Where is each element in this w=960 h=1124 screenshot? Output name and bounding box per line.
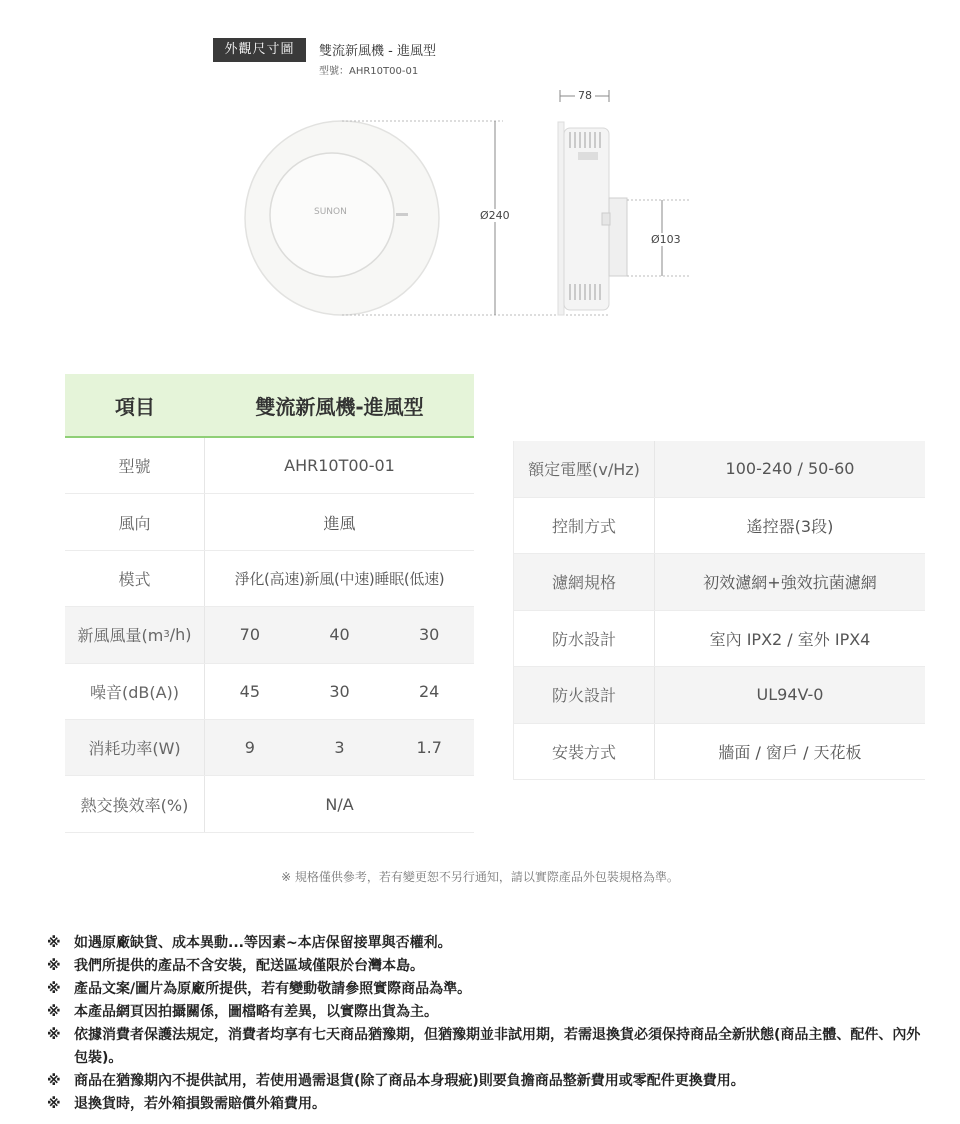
row-value-low: 1.7 [416, 738, 442, 758]
row-label: 消耗功率(W) [65, 720, 205, 775]
list-item [47, 1093, 927, 1116]
note-text: 我們所提供的產品不含安裝，配送區域僅限於台灣本島。 [74, 958, 424, 974]
row-value: 初效濾網+強效抗菌濾網 [703, 573, 877, 593]
row-value: 室內 IPX2 / 室外 IPX4 [709, 629, 871, 649]
header-product: 雙流新風機-進風型 [255, 394, 424, 419]
note-mark: ※ [47, 1027, 61, 1043]
note-mark: ※ [47, 981, 61, 997]
status-led [396, 213, 408, 216]
table-header [65, 374, 474, 438]
table-row-direction [65, 494, 474, 550]
list-item [47, 955, 927, 978]
list-item [47, 1070, 927, 1093]
row-value-mid: 3 [334, 738, 345, 758]
row-value: UL94V-0 [756, 685, 824, 705]
dimension-width-label: 78 [575, 89, 595, 102]
table-row-fireproof [514, 667, 925, 724]
note-text: 退換貨時，若外箱損毀需賠償外箱費用。 [74, 1096, 326, 1112]
brand-logo: SUNON [314, 207, 347, 217]
note-mark: ※ [47, 1073, 61, 1089]
table-row-model [65, 438, 474, 494]
spec-table-left [65, 374, 474, 833]
row-value-low: 24 [419, 681, 440, 701]
row-value-high: 45 [239, 681, 261, 701]
unit-side-flange [558, 122, 564, 315]
note-text: 產品文案/圖片為原廠所提供，若有變動敬請參照實際商品為準。 [74, 981, 472, 997]
row-label: 模式 [65, 551, 205, 606]
note-mark: ※ [47, 958, 61, 974]
table-row-airflow [65, 607, 474, 663]
row-label: 熱交換效率(%) [65, 776, 205, 831]
spec-table-right [513, 441, 925, 780]
product-title: 雙流新風機 - 進風型 [319, 44, 436, 59]
note-text: 本產品網頁因拍攝關係，圖檔略有差異，以實際出貨為主。 [74, 1004, 438, 1020]
table-row-control [514, 498, 925, 555]
row-label: 風向 [65, 494, 205, 549]
row-value: N/A [325, 794, 354, 814]
row-value: AHR10T00-01 [284, 456, 395, 476]
note-text: 如遇原廠缺貨、成本異動...等因素~本店保留接單與否權利。 [74, 935, 452, 951]
note-mark: ※ [47, 1096, 61, 1112]
row-value: 100-240 / 50-60 [725, 459, 855, 479]
row-value: 牆面 / 窗戶 / 天花板 [718, 742, 862, 762]
table-row-voltage [514, 441, 925, 498]
row-label: 噪音(dB(A)) [65, 664, 205, 719]
row-value-mid: 40 [329, 625, 350, 645]
list-item [47, 1001, 927, 1024]
table-row-efficiency [65, 776, 474, 832]
list-item [47, 932, 927, 955]
duct-collar [609, 198, 627, 276]
note-mark: ※ [47, 935, 61, 951]
note-mark: ※ [47, 1004, 61, 1020]
table-row-power [65, 720, 474, 776]
row-label: 濾網規格 [514, 554, 655, 610]
product-diagram [220, 80, 700, 320]
row-label: 防水設計 [514, 611, 655, 667]
table-row-noise [65, 664, 474, 720]
row-value-high: 70 [239, 625, 261, 645]
row-label: 防火設計 [514, 667, 655, 723]
row-label: 控制方式 [514, 498, 655, 554]
row-value-mid: 30 [329, 681, 350, 701]
row-value: 淨化(高速)新風(中速)睡眠(低速) [234, 569, 445, 588]
dimension-diameter-label: Ø240 [477, 209, 513, 222]
notice-list [47, 932, 927, 1116]
note-text: 依據消費者保護法規定，消費者均享有七天商品猶豫期，但猶豫期並非試用期，若需退換貨必須保持商品全新狀態(商品主體、配件、內外包裝)。 [74, 1027, 921, 1066]
row-value: 進風 [323, 513, 356, 533]
table-row-waterproof [514, 611, 925, 668]
table-row-installation [514, 724, 925, 781]
list-item [47, 1024, 927, 1070]
dimension-badge: 外觀尺寸圖 [213, 38, 306, 62]
row-value-high: 9 [244, 738, 255, 758]
row-label: 額定電壓(v/Hz) [514, 441, 655, 497]
row-label: 型號 [65, 438, 205, 493]
table-row-filter [514, 554, 925, 611]
dimension-duct-label: Ø103 [648, 233, 684, 246]
table-row-mode [65, 551, 474, 607]
header-item: 項目 [115, 394, 155, 419]
note-text: 商品在猶豫期內不提供試用，若使用過需退貨(除了商品本身瑕疵)則要負擔商品整新費用或零配件更換費用。 [74, 1073, 745, 1089]
product-model: 型號：AHR10T00-01 [319, 66, 419, 77]
row-label: 安裝方式 [514, 724, 655, 780]
spec-footnote: ※ 規格僅供參考，若有變更恕不另行通知，請以實際產品外包裝規格為準。 [281, 870, 679, 884]
list-item [47, 978, 927, 1001]
row-value-low: 30 [419, 625, 440, 645]
row-value: 遙控器(3段) [746, 516, 834, 536]
row-label: 新風風量(m 3 /h) [65, 607, 205, 662]
